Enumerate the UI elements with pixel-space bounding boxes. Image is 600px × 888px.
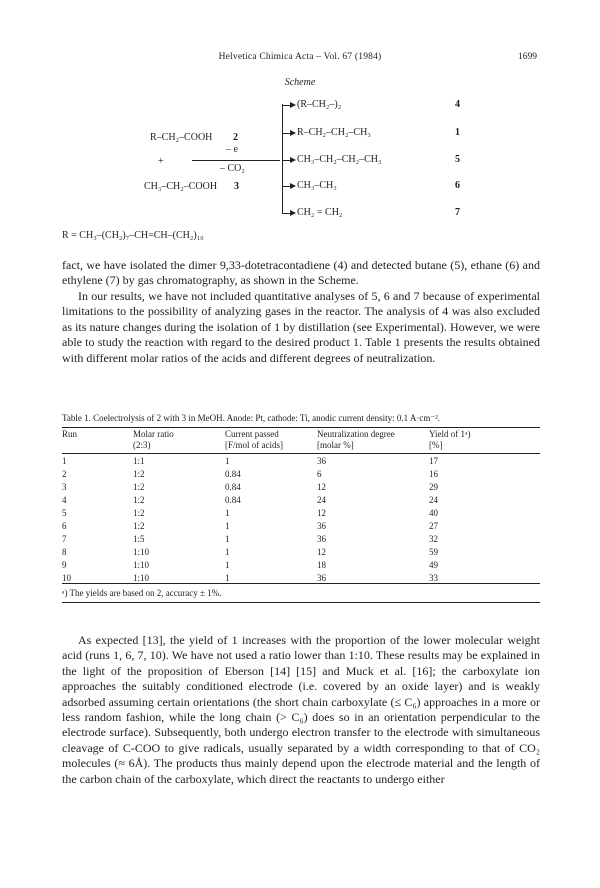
table-cell: 0.84 [225,482,241,492]
table-cell: 12 [317,508,326,518]
table-cell: 12 [317,482,326,492]
table-row [62,521,540,534]
table-row [62,495,540,508]
header-yield: Yield of 1ᵃ) [429,429,471,439]
r-group-definition: R = CH₃–(CH₂)₇–CH=CH–(CH₂)₁₀ [62,230,204,241]
table-cell: 1:2 [133,482,145,492]
table-cell: 36 [317,456,326,466]
product-formula: CH₃–CH₂–CH₂–CH₃ [297,154,382,165]
product-number: 4 [455,99,460,110]
arrow-head-icon [290,210,296,216]
reactant-a-number: 2 [233,132,238,143]
table-cell: 1:10 [133,573,150,583]
table-caption: Table 1. Coelectrolysis of 2 with 3 in MeOH. Anode: Pt, cathode: Ti, anodic current density: 0.1 A·cm⁻². [62,413,441,423]
table-cell: 1:10 [133,560,150,570]
product-formula: CH₃–CH₃ [297,180,337,191]
table-row [62,469,540,482]
paragraph-3: As expected [13], the yield of 1 increases with the proportion of the lower molecular weight acid (runs 1, 6, 7, 10). We have not used a ratio lower than 1:10. These results may be explained in the light of the proposition of Eberson [14] [15] and Muck et al. [16]; the carboxylate ion approaches the suitably conditioned electrode (i.e. covered by an oxide layer) and is weakly adsorbed assuming certain orientations (the short chain carboxylate (≤ C₆) approaches in a more or less random fashion, while the long chain (> C₆) does so in an orientation perpendicular to the electrode surface). Subsequently, both undergo electron transfer to the electrode with simultaneous cleavage of C-COO to give radicals, usually separated by a width corresponding to that of CO₂ molecules (≈ 6Å). The products thus mainly depend upon the electrode material and the length of the carbon chain of the carboxylate, which direct the reactants to undergo either [62,633,540,786]
table-row [62,547,540,560]
table-cell: 0.84 [225,469,241,479]
plus-sign: + [158,156,164,167]
table-cell: 36 [317,534,326,544]
product-number: 5 [455,154,460,165]
table-cell: 1 [225,534,230,544]
table-cell: 7 [62,534,67,544]
table-cell: 1 [225,508,230,518]
table-row [62,508,540,521]
table-top-rule [62,427,540,428]
table-cell: 1:1 [133,456,145,466]
table-cell: 17 [429,456,438,466]
table-row [62,573,540,586]
table-cell: 3 [62,482,67,492]
table-bottom-rule [62,583,540,584]
product-number: 7 [455,207,460,218]
table-cell: 36 [317,573,326,583]
table-footnote: ᵃ) The yields are based on 2, accuracy ± 1%. [62,588,222,598]
table-cell: 1 [225,560,230,570]
table-cell: 0.84 [225,495,241,505]
product-formula: R–CH₂–CH₂–CH₃ [297,127,371,138]
table-cell: 6 [62,521,67,531]
arrow-head-icon [290,157,296,163]
page-number: 1699 [518,52,537,62]
header-molar-ratio: Molar ratio [133,429,174,439]
table-row [62,560,540,573]
condition-electron: – e [226,144,238,155]
table-cell: 16 [429,469,438,479]
table-cell: 27 [429,521,438,531]
reactant-b: CH₃–CH₂–COOH [144,181,218,192]
table-row [62,482,540,495]
table-cell: 9 [62,560,67,570]
table-cell: 1 [62,456,67,466]
table-cell: 36 [317,521,326,531]
arrow-head-icon [290,130,296,136]
journal-title: Helvetica Chimica Acta – Vol. 67 (1984) [218,52,382,62]
table-row [62,456,540,469]
table-cell: 1:2 [133,495,145,505]
table-cell: 6 [317,469,322,479]
header-run: Run [62,429,78,439]
arrow-head-icon [290,183,296,189]
table-cell: 1 [225,521,230,531]
condition-co2: – CO₂ [220,163,245,174]
reactant-b-number: 3 [234,181,239,192]
header-neutralization-unit: [molar %] [317,440,354,450]
table-row [62,534,540,547]
product-formula: (R–CH₂–)₂ [297,99,342,110]
table-cell: 1 [225,456,230,466]
table-cell: 1:5 [133,534,145,544]
table-cell: 24 [429,495,438,505]
table-cell: 33 [429,573,438,583]
table-cell: 29 [429,482,438,492]
footnote-rule [62,602,540,603]
table-cell: 12 [317,547,326,557]
branch-bracket [282,104,283,214]
table-cell: 5 [62,508,67,518]
table-cell: 1 [225,573,230,583]
product-number: 6 [455,180,460,191]
table-cell: 1:10 [133,547,150,557]
results-table [62,429,540,586]
product-formula: CH₂ = CH₂ [297,207,343,218]
header-yield-unit: [%] [429,440,443,450]
arrow-head-icon [290,102,296,108]
table-body [62,456,540,586]
header-molar-ratio-unit: (2:3) [133,440,151,450]
table-cell: 2 [62,469,67,479]
table-cell: 40 [429,508,438,518]
table-cell: 8 [62,547,67,557]
reaction-arrow-line [192,160,280,161]
table-cell: 1:2 [133,521,145,531]
table-cell: 1:2 [133,508,145,518]
table-cell: 59 [429,547,438,557]
table-cell: 1 [225,547,230,557]
table-cell: 1:2 [133,469,145,479]
table-cell: 18 [317,560,326,570]
paragraph-1: fact, we have isolated the dimer 9,33-dotetracontadiene (4) and detected butane (5), ethane (6) and ethylene (7) by gas chromatography, as shown in the Scheme. [62,258,540,288]
table-cell: 49 [429,560,438,570]
header-neutralization: Neutralization degree [317,429,395,439]
header-run-unit [62,440,133,456]
reactant-a: R–CH₂–COOH [150,132,213,143]
paragraph-2: In our results, we have not included quantitative analyses of 5, 6 and 7 because of experimental limitations to the possibility of analyzing gases in the reactor. The analysis of 4 was also excluded as its nature changes during the isolation of 1 by distillation (see Experimental). However, we were able to study the reaction with regard to the desired product 1. Table 1 presents the results obtained with different molar ratios of the acids and different degrees of neutralization. [62,289,540,365]
header-current: Current passed [225,429,279,439]
table-cell: 10 [62,573,71,583]
table-cell: 4 [62,495,67,505]
table-cell: 24 [317,495,326,505]
header-current-unit: [F/mol of acids] [225,440,283,450]
product-number: 1 [455,127,460,138]
scheme-title: Scheme [284,77,316,88]
table-cell: 32 [429,534,438,544]
